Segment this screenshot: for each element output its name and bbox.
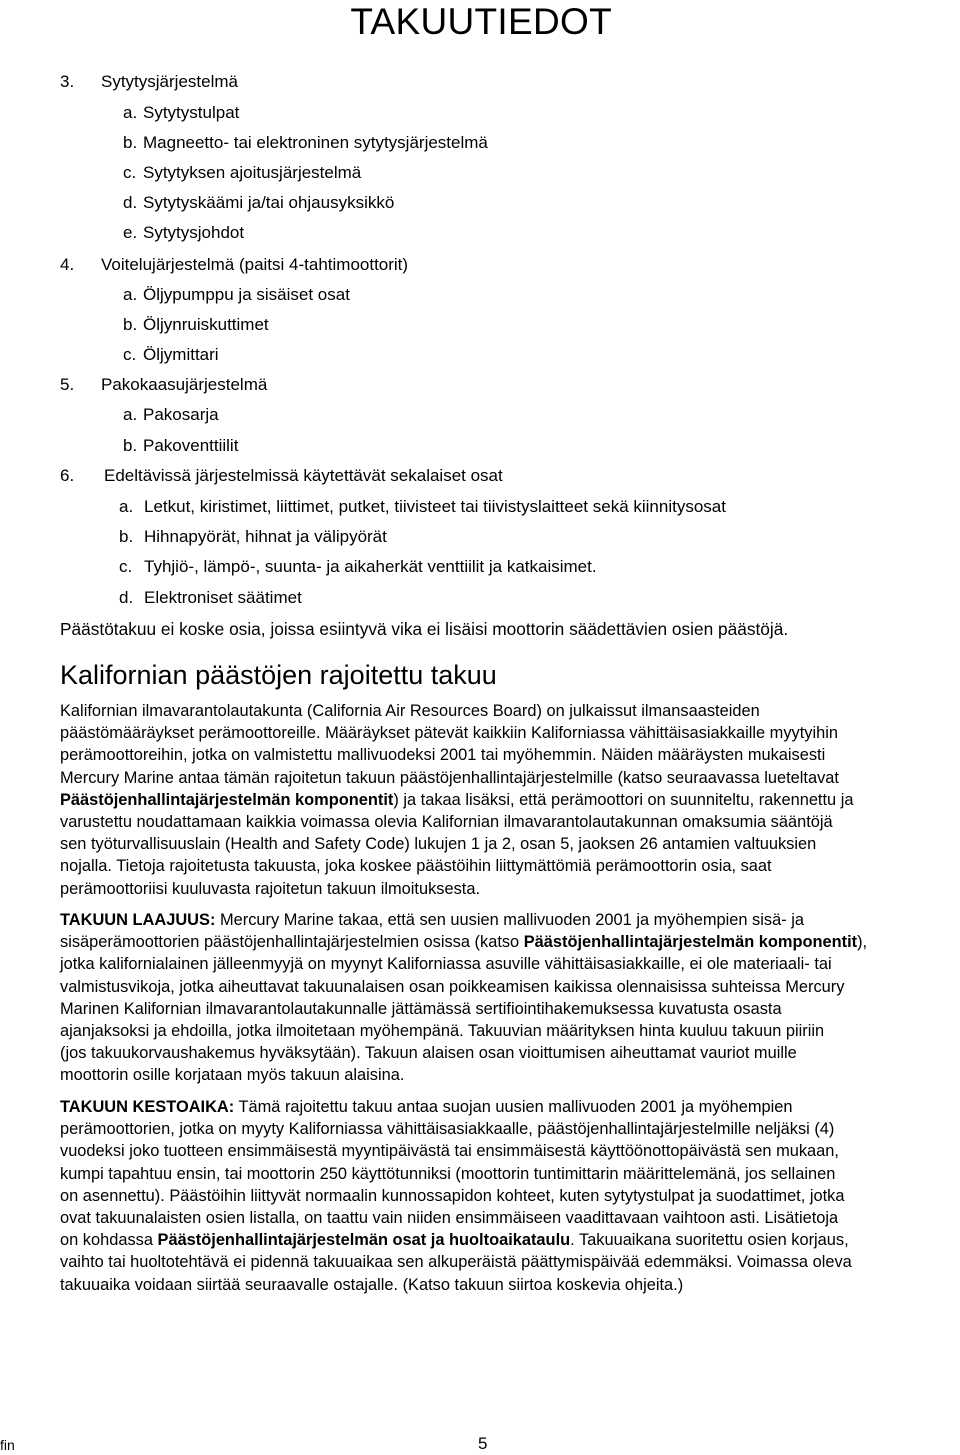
- list-label: Edeltävissä järjestelmissä käytettävät sekalaiset osat: [104, 466, 503, 485]
- list-number: 6.: [60, 466, 75, 485]
- list-subitem: b. Magneetto- tai elektroninen sytytysjärjestelmä: [123, 133, 488, 152]
- list-subitem: e. Sytytysjohdot: [123, 223, 245, 242]
- paragraph-coverage: TAKUUN LAAJUUS: Mercury Marine takaa, että sen uusien mallivuoden 2001 ja myöhempien sisä- ja sisäperämoottorien päästöjenhallintajärjestelmien osissa (katso Päästöjenhallintajärjestelmän komponentit), jotka kalifornialainen jälleenmyyjä on myynyt Kaliforniassa asuville vähittäisasiakkaille, ei ole materiaali- tai valmistusvikoja, jotka aiheuttavat takuunalaisen osan poikkeamisen kaikissa olennaisissa suhteissa Mercury Marinen Kalifornian ilmavarantolautakunnalle jättämässä sertifiointihakemuksessa kuvatusta osasta ajanjaksoksi ja ehdoilla, jotka ilmoitetaan myöhempänä. Takuuvian määrityksen hinta kuuluu takuun piiriin (jos takuukorvaushakemus hyväksytään). Takuun alaisen osan vioittumisen aiheuttamat vauriot muille moottorin osille korjataan myös takuun alaisina.: [60, 911, 868, 1085]
- list-item-5: [60, 373, 267, 397]
- emphasis-text: Päästöjenhallintajärjestelmän komponentit: [60, 790, 394, 809]
- list-item-6: [60, 464, 503, 488]
- paragraph-duration: TAKUUN KESTOAIKA: Tämä rajoitettu takuu antaa suojan uusien mallivuoden 2001 ja myöhempien perämoottorien, jotka on myyty Kaliforniassa vähittäisasiakkaalle, päästöjenhallintajärjestelmille neljäksi (4) vuodeksi joko tuotteen ensimmäisestä myyntipäivästä tai ensimmäisestä käyttöönottopäivästä sen mukaan, kumpi tapahtuu ensin, tai moottorin 250 käyttötunniksi (moottorin tuntimittarin määrittelemänä, jos sellainen on asennettu). Päästöihin liittyvät normaalin kunnossapidon kohteet, kuten sytytystulpat ja suodattimet, jotka ovat takuunalaisten osien listalla, on taattu vain niiden ensimmäiseen vaadittavaan vaihtoon asti. Lisätietoja on kohdassa Päästöjenhallintajärjestelmän osat ja huoltoaikataulu. Takuuaikana suoritettu osien korjaus, vaihto tai huoltotehtävä ei pidennä takuuaikaa sen alkuperäistä päättymispäivää edemmäksi. Voimassa oleva takuuaika voidaan siirtää seuraavalle ostajalle. (Katso takuun siirtoa koskevia ohjeita.): [60, 1098, 852, 1294]
- list-subitem: a. Pakosarja: [123, 405, 219, 424]
- list-label: Pakokaasujärjestelmä: [101, 375, 268, 394]
- list-subitem: a. Letkut, kiristimet, liittimet, putket, tiivisteet tai tiivistyslaitteet sekä kiinnitysosat: [119, 497, 726, 516]
- paragraph-intro: Kalifornian ilmavarantolautakunta (California Air Resources Board) on julkaissut ilmansaasteiden päästömääräykset perämoottoreille. Määräykset pätevät kaikkiin Kaliforniassa vähittäisasiakkaille myytyihin perämoottoreihin, jotka on valmistettu mallivuodeksi 2001 tai myöhemmin. Näiden määräysten mukaisesti Mercury Marine antaa tämän rajoitetun takuun päästöjenhallintajärjestelmille (katso seuraavassa lueteltavat Päästöjenhallintajärjestelmän komponentit) ja takaa lisäksi, että perämoottori on suunniteltu, rakennettu ja varustettu noudattamaan kaikkia voimassa olevia Kalifornian ilmavarantolautakunnan omaksumia sääntöjä sen työturvallisuuslain (Health and Safety Code) lukujen 1 ja 2, osan 5, jaoksen 26 antamien valtuuksien nojalla. Tietoja rajoitetusta takuusta, joka koskee päästöihin liittymättömiä perämoottorin osia, saat perämoottoriisi kuuluvasta rajoitetun takuun ilmoituksesta.: [60, 702, 854, 898]
- duration-label: TAKUUN KESTOAIKA:: [60, 1098, 235, 1116]
- list-subitem: b. Öljynruiskuttimet: [123, 315, 269, 334]
- page-number: 5: [478, 1434, 488, 1453]
- list-number: 4.: [60, 255, 75, 274]
- page-title: TAKUUTIEDOT: [350, 1, 612, 42]
- language-code: fin: [0, 1437, 15, 1453]
- emphasis-text: Päästöjenhallintajärjestelmän osat ja huoltoaikataulu: [157, 1231, 571, 1250]
- emphasis-text: Päästöjenhallintajärjestelmän komponentit: [523, 933, 858, 952]
- list-number: 5.: [60, 375, 75, 394]
- list-label: Voitelujärjestelmä (paitsi 4-tahtimoottorit): [101, 255, 409, 274]
- list-subitem: c. Sytytyksen ajoitusjärjestelmä: [123, 163, 362, 182]
- list-subitem: a. Sytytystulpat: [123, 103, 240, 122]
- list-subitem: c. Tyhjiö-, lämpö-, suunta- ja aikaherkät venttiilit ja katkaisimet.: [119, 557, 597, 576]
- list-label: Sytytysjärjestelmä: [101, 72, 238, 91]
- list-subitem: c. Öljymittari: [123, 345, 219, 364]
- coverage-label: TAKUUN LAAJUUS:: [60, 911, 216, 929]
- list-item-3: [60, 70, 238, 94]
- list-subitem: d. Elektroniset säätimet: [119, 588, 302, 607]
- list-subitem: b. Pakoventtiilit: [123, 436, 239, 455]
- emission-note: Päästötakuu ei koske osia, joissa esiintyvä vika ei lisäisi moottorin säädettävien osien päästöjä.: [60, 619, 789, 639]
- list-subitem: a. Öljypumppu ja sisäiset osat: [123, 285, 350, 304]
- section-heading: Kalifornian päästöjen rajoitettu takuu: [60, 660, 497, 690]
- list-number: 3.: [60, 72, 75, 91]
- list-item-4: [60, 253, 408, 277]
- list-subitem: d. Sytytyskäämi ja/tai ohjausyksikkö: [123, 193, 395, 212]
- list-subitem: b. Hihnapyörät, hihnat ja välipyörät: [119, 527, 387, 546]
